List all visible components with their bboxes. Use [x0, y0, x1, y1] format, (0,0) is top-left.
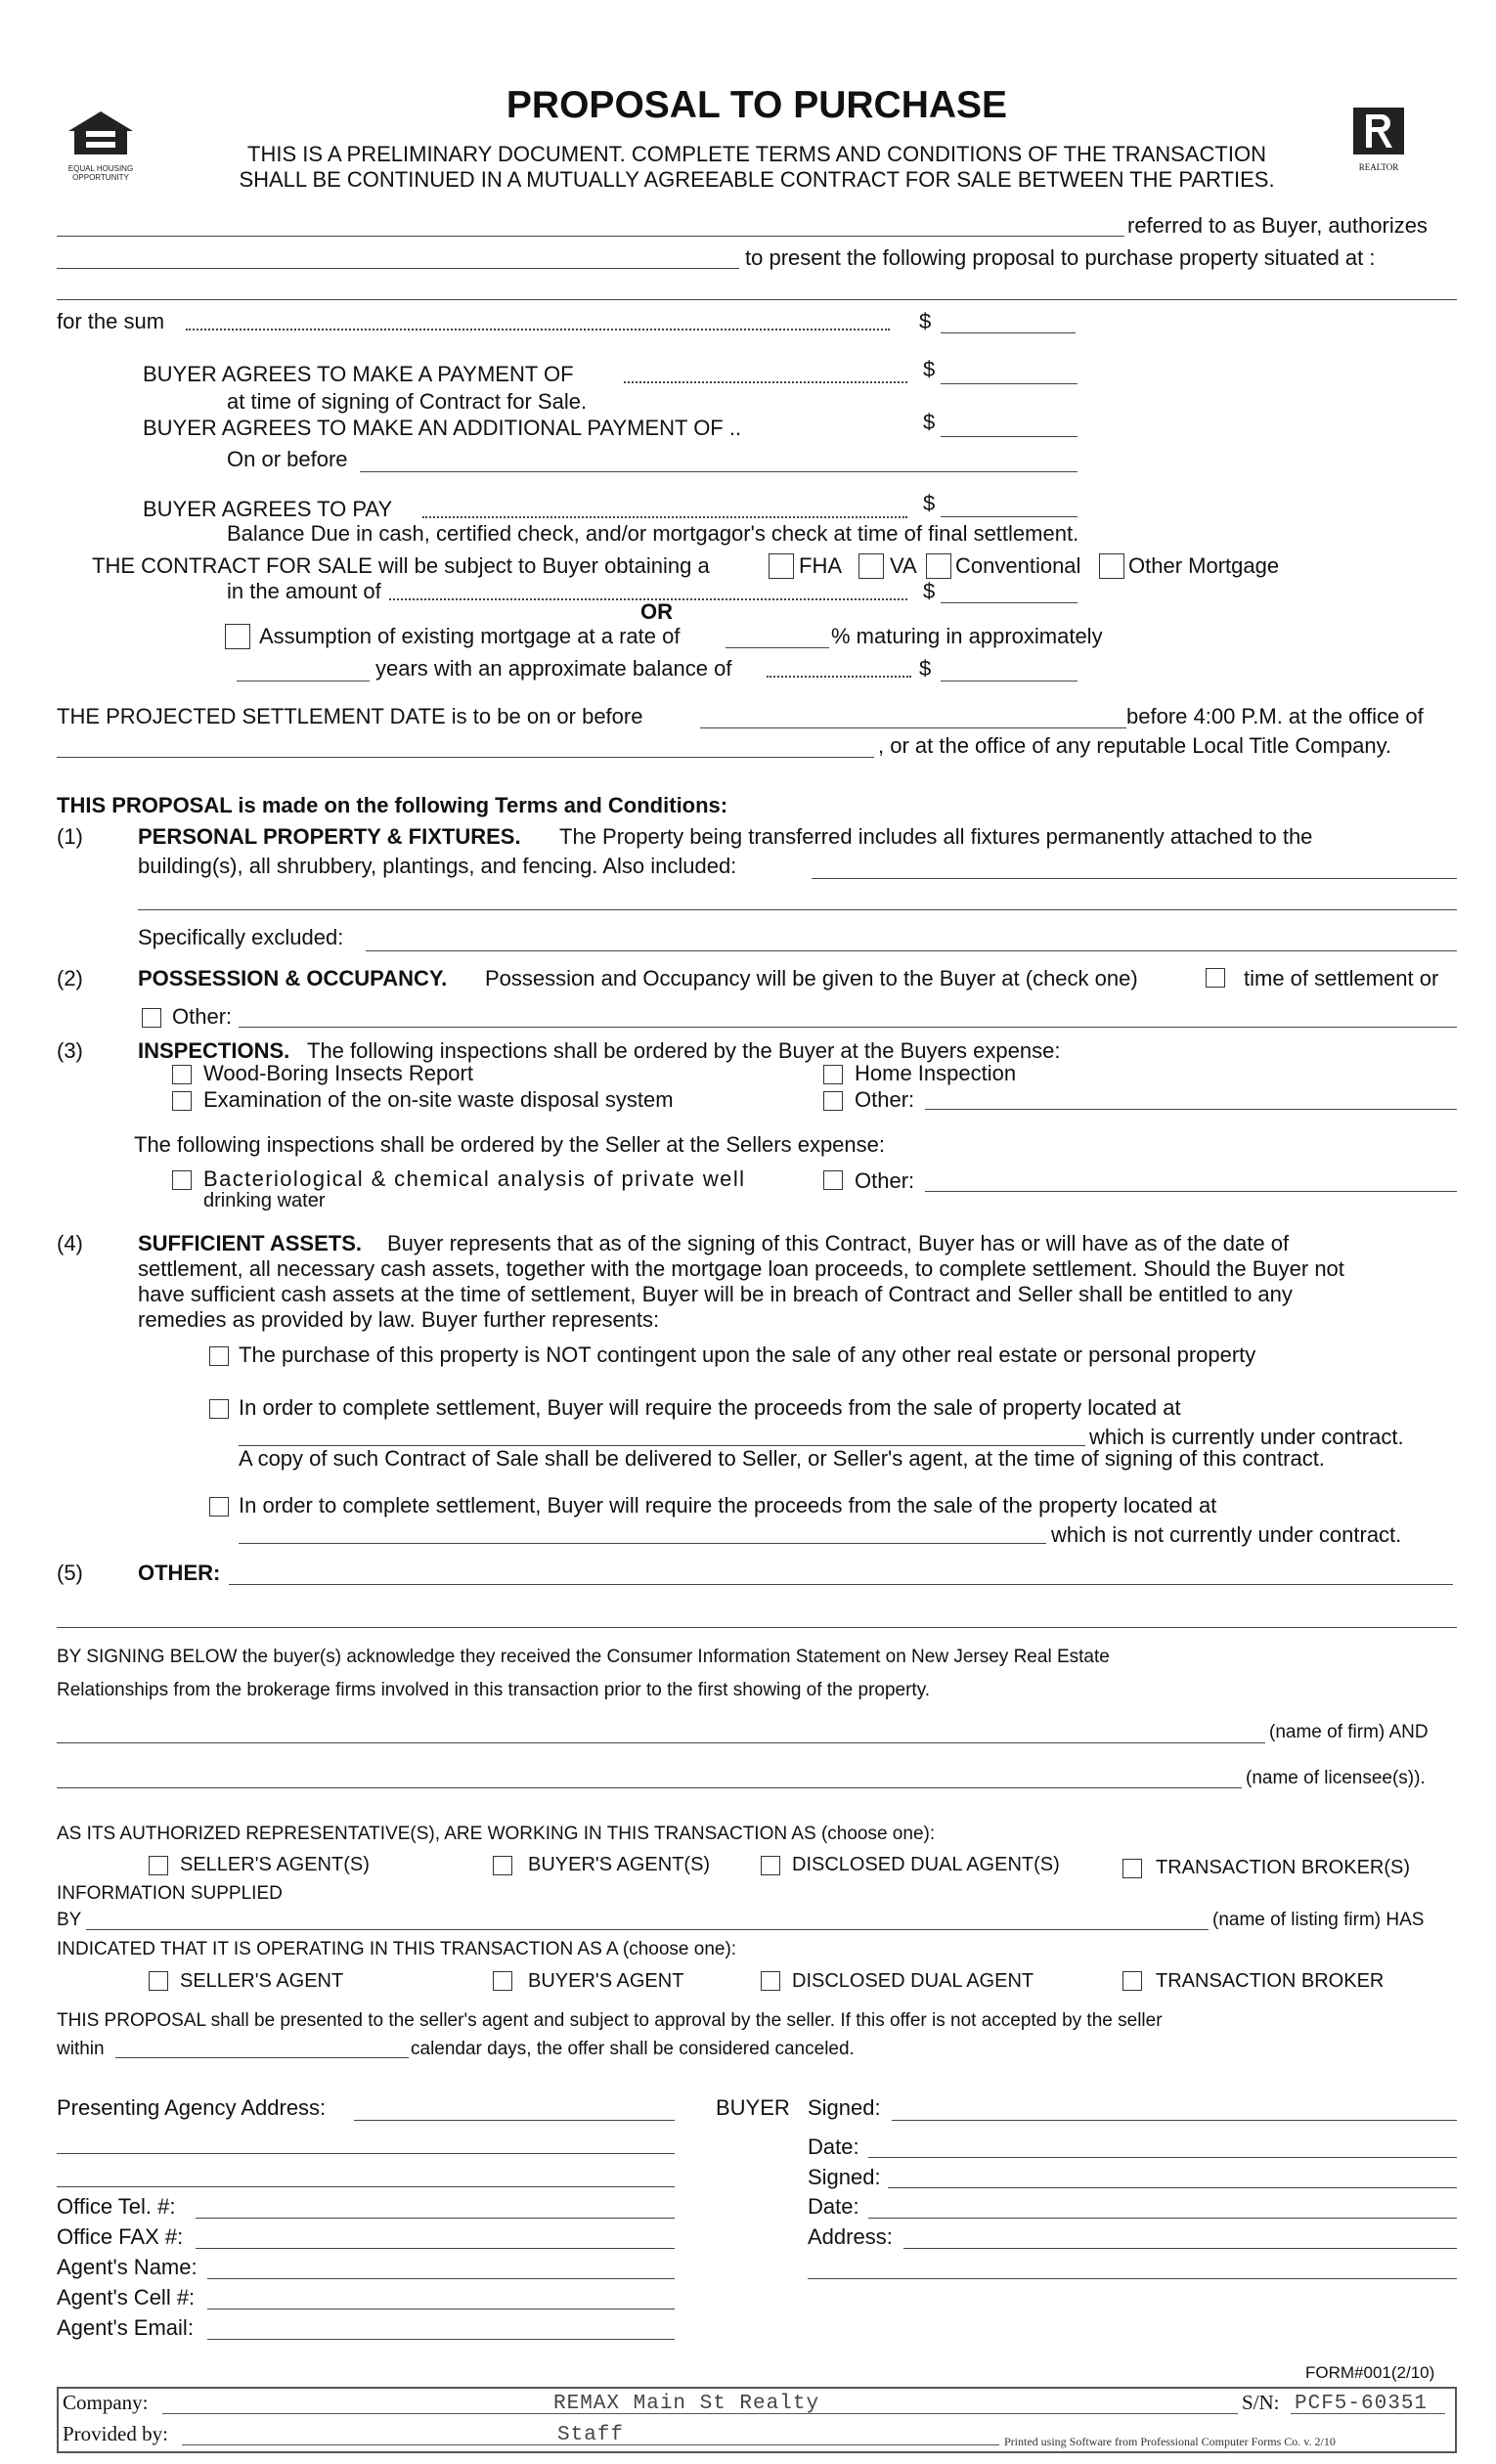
on-or-before-label: On or before	[227, 447, 348, 471]
dollar-sign: $	[923, 357, 936, 381]
buyer-name-line[interactable]	[57, 236, 1124, 237]
signing-text-2: Relationships from the brokerage firms involved in this transaction prior to the first showing of the property.	[57, 1680, 931, 1700]
title-company-text: , or at the office of any reputable Local Title Company.	[878, 733, 1392, 758]
section-1-number: (1)	[57, 824, 83, 849]
under-contract-label: In order to complete settlement, Buyer will require the proceeds from the sale of property located at	[239, 1395, 1181, 1420]
equal-housing-text: EQUAL HOUSING OPPORTUNITY	[67, 164, 134, 182]
assumption-checkbox[interactable]	[225, 624, 250, 649]
section-1-text: The Property being transferred includes all fixtures permanently attached to the	[559, 824, 1313, 849]
property-address-line[interactable]	[57, 299, 1457, 300]
specifically-excluded-field[interactable]	[366, 950, 1457, 951]
dollar-sign: $	[923, 491, 936, 515]
agent-email-label: Agent's Email:	[57, 2315, 194, 2340]
presenting-address-field-2[interactable]	[57, 2153, 675, 2154]
fha-checkbox[interactable]	[769, 553, 794, 579]
indicated-text: INDICATED THAT IT IS OPERATING IN THIS TRANSACTION AS A (choose one):	[57, 1939, 737, 1959]
settlement-date-label: THE PROJECTED SETTLEMENT DATE is to be on or before	[57, 704, 643, 728]
under-contract-copy: A copy of such Contract of Sale shall be delivered to Seller, or Seller's agent, at the time of signing of this contract.	[239, 1446, 1325, 1471]
other-mortgage-label: Other Mortgage	[1128, 553, 1280, 578]
firm-name-field[interactable]	[57, 1742, 1265, 1743]
section-2-number: (2)	[57, 966, 83, 990]
buyer-inspection-other-label: Other:	[855, 1087, 915, 1112]
for-the-sum-leader	[186, 329, 890, 330]
realtor-r-icon	[1349, 106, 1408, 156]
years-balance-label: years with an approximate balance of	[375, 656, 732, 681]
payment1-subtext: at time of signing of Contract for Sale.	[227, 389, 588, 414]
seller-inspection-other-checkbox[interactable]	[823, 1170, 843, 1190]
bacteriological-label-2: drinking water	[203, 1190, 326, 1211]
transaction-brokers-checkbox[interactable]	[1122, 1859, 1142, 1878]
assumption-rate-field[interactable]	[726, 647, 829, 648]
seller-inspection-text: The following inspections shall be ordered by the Seller at the Sellers expense:	[134, 1132, 886, 1157]
printed-note: Printed using Software from Professional Computer Forms Co. v. 2/10	[1004, 2435, 1336, 2448]
buyer-signed-label: Signed:	[808, 2095, 881, 2120]
buyer-label: BUYER	[716, 2095, 790, 2120]
payment2-label: BUYER AGREES TO MAKE AN ADDITIONAL PAYMENT OF ..	[143, 416, 742, 440]
office-tel-label: Office Tel. #:	[57, 2194, 176, 2219]
section-1-text-2: building(s), all shrubbery, plantings, and fencing. Also included:	[138, 854, 737, 878]
not-contingent-label: The purchase of this property is NOT contingent upon the sale of any other real estate or personal property	[239, 1342, 1256, 1367]
not-under-contract-label: In order to complete settlement, Buyer will require the proceeds from the sale of the property located at	[239, 1493, 1217, 1518]
before-office-text: before 4:00 P.M. at the office of	[1126, 704, 1424, 728]
not-under-contract-address-field[interactable]	[239, 1543, 1046, 1544]
or-separator: OR	[640, 599, 673, 624]
assumption-years-field[interactable]	[237, 681, 370, 682]
buyer2-signature-field[interactable]	[888, 2187, 1457, 2188]
contract-subject-text: THE CONTRACT FOR SALE will be subject to Buyer obtaining a	[92, 553, 710, 578]
company-value: REMAX Main St Realty	[553, 2393, 820, 2415]
buyers-agents-label: BUYER'S AGENT(S)	[528, 1854, 711, 1875]
seller-inspection-other-field[interactable]	[925, 1191, 1457, 1192]
section-4-title: SUFFICIENT ASSETS.	[138, 1231, 362, 1255]
buyers-agent-checkbox[interactable]	[493, 1971, 512, 1991]
calendar-days-text: calendar days, the offer shall be considered canceled.	[411, 2039, 855, 2059]
dual-agents-checkbox[interactable]	[761, 1856, 780, 1875]
on-or-before-field[interactable]	[360, 471, 1078, 472]
waste-disposal-checkbox[interactable]	[172, 1091, 192, 1111]
va-checkbox[interactable]	[858, 553, 884, 579]
bacteriological-checkbox[interactable]	[172, 1170, 192, 1190]
listing-firm-label: (name of listing firm) HAS	[1212, 1910, 1425, 1930]
maturing-label: % maturing in approximately	[831, 624, 1103, 648]
presenting-address-field[interactable]	[354, 2120, 675, 2121]
bacteriological-label: Bacteriological & chemical analysis of private well	[203, 1166, 746, 1191]
licensee-name-field[interactable]	[57, 1787, 1242, 1788]
page-title: PROPOSAL TO PURCHASE	[506, 84, 1008, 126]
office-fax-field[interactable]	[196, 2248, 675, 2249]
section-4-text-1: Buyer represents that as of the signing of this Contract, Buyer has or will have as of the date of	[387, 1231, 1290, 1255]
sellers-agent-checkbox[interactable]	[149, 1971, 168, 1991]
balance-due-text: Balance Due in cash, certified check, and/or mortgagor's check at time of final settlement.	[227, 521, 1079, 546]
dual-agent-label: DISCLOSED DUAL AGENT	[792, 1970, 1034, 1992]
not-contingent-checkbox[interactable]	[209, 1346, 229, 1366]
settlement-date-field[interactable]	[700, 727, 1126, 728]
buyer-address-field-2[interactable]	[808, 2278, 1457, 2279]
section-4-text-2: settlement, all necessary cash assets, together with the mortgage loan proceeds, to complete settlement. Should the Buyer not	[138, 1256, 1344, 1281]
sellers-agents-checkbox[interactable]	[149, 1856, 168, 1875]
section-3-title: INSPECTIONS.	[138, 1038, 290, 1063]
pay-amount-field[interactable]	[941, 516, 1078, 517]
agent-cell-field[interactable]	[207, 2309, 675, 2310]
not-under-contract-checkbox[interactable]	[209, 1497, 229, 1517]
dollar-sign: $	[919, 656, 932, 681]
buyer-address-label: Address:	[808, 2224, 893, 2249]
presented-text: THIS PROPOSAL shall be presented to the seller's agent and subject to approval by the seller. If this offer is not accepted by the seller	[57, 2010, 1163, 2031]
buyer2-date-field[interactable]	[868, 2218, 1457, 2219]
info-supplied-by-label: BY	[57, 1910, 82, 1930]
payment1-leader	[624, 381, 907, 383]
other-mortgage-checkbox[interactable]	[1099, 553, 1124, 579]
name-of-licensee-label: (name of licensee(s)).	[1246, 1768, 1426, 1788]
dollar-sign: $	[919, 309, 932, 333]
for-the-sum-label: for the sum	[57, 309, 165, 333]
wood-boring-checkbox[interactable]	[172, 1065, 192, 1084]
present-proposal-text: to present the following proposal to purchase property situated at :	[745, 245, 1376, 270]
buyers-agents-checkbox[interactable]	[493, 1856, 512, 1875]
mortgage-amount-field[interactable]	[941, 602, 1078, 603]
section-4-text-3: have sufficient cash assets at the time of settlement, Buyer will be in breach of Contract and Seller shall be entitled to any	[138, 1282, 1293, 1306]
buyer-inspection-other-checkbox[interactable]	[823, 1091, 843, 1111]
agent-email-field[interactable]	[207, 2339, 675, 2340]
sn-label: S/N:	[1242, 2391, 1280, 2414]
subtitle-line-2: SHALL BE CONTINUED IN A MUTUALLY AGREEABLE CONTRACT FOR SALE BETWEEN THE PARTIES.	[239, 167, 1275, 192]
possession-other-label: Other:	[172, 1004, 233, 1029]
within-label: within	[57, 2039, 105, 2059]
payment1-label: BUYER AGREES TO MAKE A PAYMENT OF	[143, 362, 574, 386]
payment1-amount-field[interactable]	[941, 383, 1078, 384]
pay-leader	[422, 516, 907, 518]
signing-text-1: BY SIGNING BELOW the buyer(s) acknowledge they received the Consumer Information Statement on New Jersey Real Estate	[57, 1647, 1110, 1667]
buyer2-signed-label: Signed:	[808, 2165, 881, 2189]
section-4-text-4: remedies as provided by law. Buyer further represents:	[138, 1307, 660, 1332]
sum-amount-field[interactable]	[941, 332, 1076, 333]
dollar-sign: $	[923, 579, 936, 603]
agent-name-label: Agent's Name:	[57, 2255, 198, 2279]
buyer-inspection-other-field[interactable]	[925, 1109, 1457, 1110]
transaction-broker-checkbox[interactable]	[1122, 1971, 1142, 1991]
conventional-label: Conventional	[955, 553, 1081, 578]
agency-name-line[interactable]	[57, 268, 739, 269]
office-tel-field[interactable]	[196, 2218, 675, 2219]
section-1-title: PERSONAL PROPERTY & FIXTURES.	[138, 824, 521, 849]
possession-other-field[interactable]	[239, 1027, 1457, 1028]
listing-firm-field[interactable]	[86, 1929, 1209, 1930]
section-5-title: OTHER:	[138, 1561, 221, 1585]
fha-label: FHA	[799, 553, 842, 578]
other-terms-field[interactable]	[229, 1584, 1453, 1585]
subtitle-line-1: THIS IS A PRELIMINARY DOCUMENT. COMPLETE TERMS AND CONDITIONS OF THE TRANSACTION	[247, 142, 1266, 166]
in-the-amount-label: in the amount of	[227, 579, 381, 603]
buyer2-date-label: Date:	[808, 2194, 859, 2219]
office-fax-label: Office FAX #:	[57, 2224, 184, 2249]
waste-disposal-label: Examination of the on-site waste disposal system	[203, 1087, 674, 1112]
va-label: VA	[890, 553, 917, 578]
dual-agent-checkbox[interactable]	[761, 1971, 780, 1991]
under-contract-checkbox[interactable]	[209, 1399, 229, 1419]
dollar-sign: $	[923, 410, 936, 434]
time-of-settlement-checkbox[interactable]	[1206, 968, 1225, 988]
company-label: Company:	[63, 2391, 149, 2414]
presenting-address-label: Presenting Agency Address:	[57, 2095, 327, 2120]
settlement-office-field[interactable]	[57, 757, 874, 758]
form-number: FORM#001(2/10)	[1305, 2363, 1435, 2382]
agent-name-field[interactable]	[207, 2278, 675, 2279]
realtor-logo	[1349, 106, 1408, 174]
section-3-text: The following inspections shall be ordered by the Buyer at the Buyers expense:	[307, 1038, 1061, 1063]
sn-value: PCF5-60351	[1295, 2393, 1429, 2415]
transaction-brokers-label: TRANSACTION BROKER(S)	[1156, 1857, 1411, 1878]
terms-heading: THIS PROPOSAL is made on the following Terms and Conditions:	[57, 793, 728, 817]
presenting-address-field-3[interactable]	[57, 2186, 675, 2187]
section-2-text: Possession and Occupancy will be given to the Buyer at (check one)	[485, 966, 1138, 990]
name-of-firm-label: (name of firm) AND	[1269, 1722, 1429, 1742]
also-included-field-2[interactable]	[138, 909, 1457, 910]
buyer-address-field[interactable]	[903, 2248, 1457, 2249]
specifically-excluded-label: Specifically excluded:	[138, 925, 344, 949]
buyer-authorizes-text: referred to as Buyer, authorizes	[1127, 213, 1428, 238]
assumption-balance-field[interactable]	[941, 681, 1078, 682]
payment2-amount-field[interactable]	[941, 436, 1078, 437]
buyer-date-label: Date:	[808, 2134, 859, 2159]
home-inspection-checkbox[interactable]	[823, 1065, 843, 1084]
dual-agents-label: DISCLOSED DUAL AGENT(S)	[792, 1854, 1060, 1875]
section-2-title: POSSESSION & OCCUPANCY.	[138, 966, 448, 990]
assumption-label: Assumption of existing mortgage at a rate of	[259, 624, 681, 648]
time-of-settlement-label: time of settlement or	[1244, 966, 1439, 990]
buyers-agent-label: BUYER'S AGENT	[528, 1970, 684, 1992]
not-under-contract-suffix: which is not currently under contract.	[1051, 1522, 1402, 1547]
under-contract-suffix: which is currently under contract.	[1089, 1425, 1404, 1449]
buyer-date-field[interactable]	[868, 2157, 1457, 2158]
possession-other-checkbox[interactable]	[142, 1008, 161, 1028]
also-included-field[interactable]	[812, 878, 1457, 879]
wood-boring-label: Wood-Boring Insects Report	[203, 1061, 473, 1085]
agent-cell-label: Agent's Cell #:	[57, 2285, 196, 2310]
pay-label: BUYER AGREES TO PAY	[143, 497, 393, 521]
conventional-checkbox[interactable]	[926, 553, 951, 579]
sellers-agent-label: SELLER'S AGENT	[180, 1970, 344, 1992]
section-4-number: (4)	[57, 1231, 83, 1255]
balance-leader	[767, 676, 911, 678]
info-supplied-label: INFORMATION SUPPLIED	[57, 1883, 283, 1904]
sellers-agents-label: SELLER'S AGENT(S)	[180, 1854, 370, 1875]
calendar-days-field[interactable]	[115, 2057, 409, 2058]
provided-by-value: Staff	[557, 2424, 625, 2446]
other-terms-field-2[interactable]	[57, 1627, 1457, 1628]
provided-by-label: Provided by:	[63, 2422, 168, 2445]
section-3-number: (3)	[57, 1038, 83, 1063]
section-5-number: (5)	[57, 1561, 83, 1585]
realtor-text: REALTOR	[1358, 162, 1399, 172]
authorized-rep-text: AS ITS AUTHORIZED REPRESENTATIVE(S), ARE WORKING IN THIS TRANSACTION AS (choose one):	[57, 1824, 936, 1844]
home-inspection-label: Home Inspection	[855, 1061, 1017, 1085]
buyer-signature-field[interactable]	[892, 2120, 1457, 2121]
transaction-broker-label: TRANSACTION BROKER	[1156, 1970, 1385, 1992]
seller-inspection-other-label: Other:	[855, 1168, 915, 1193]
